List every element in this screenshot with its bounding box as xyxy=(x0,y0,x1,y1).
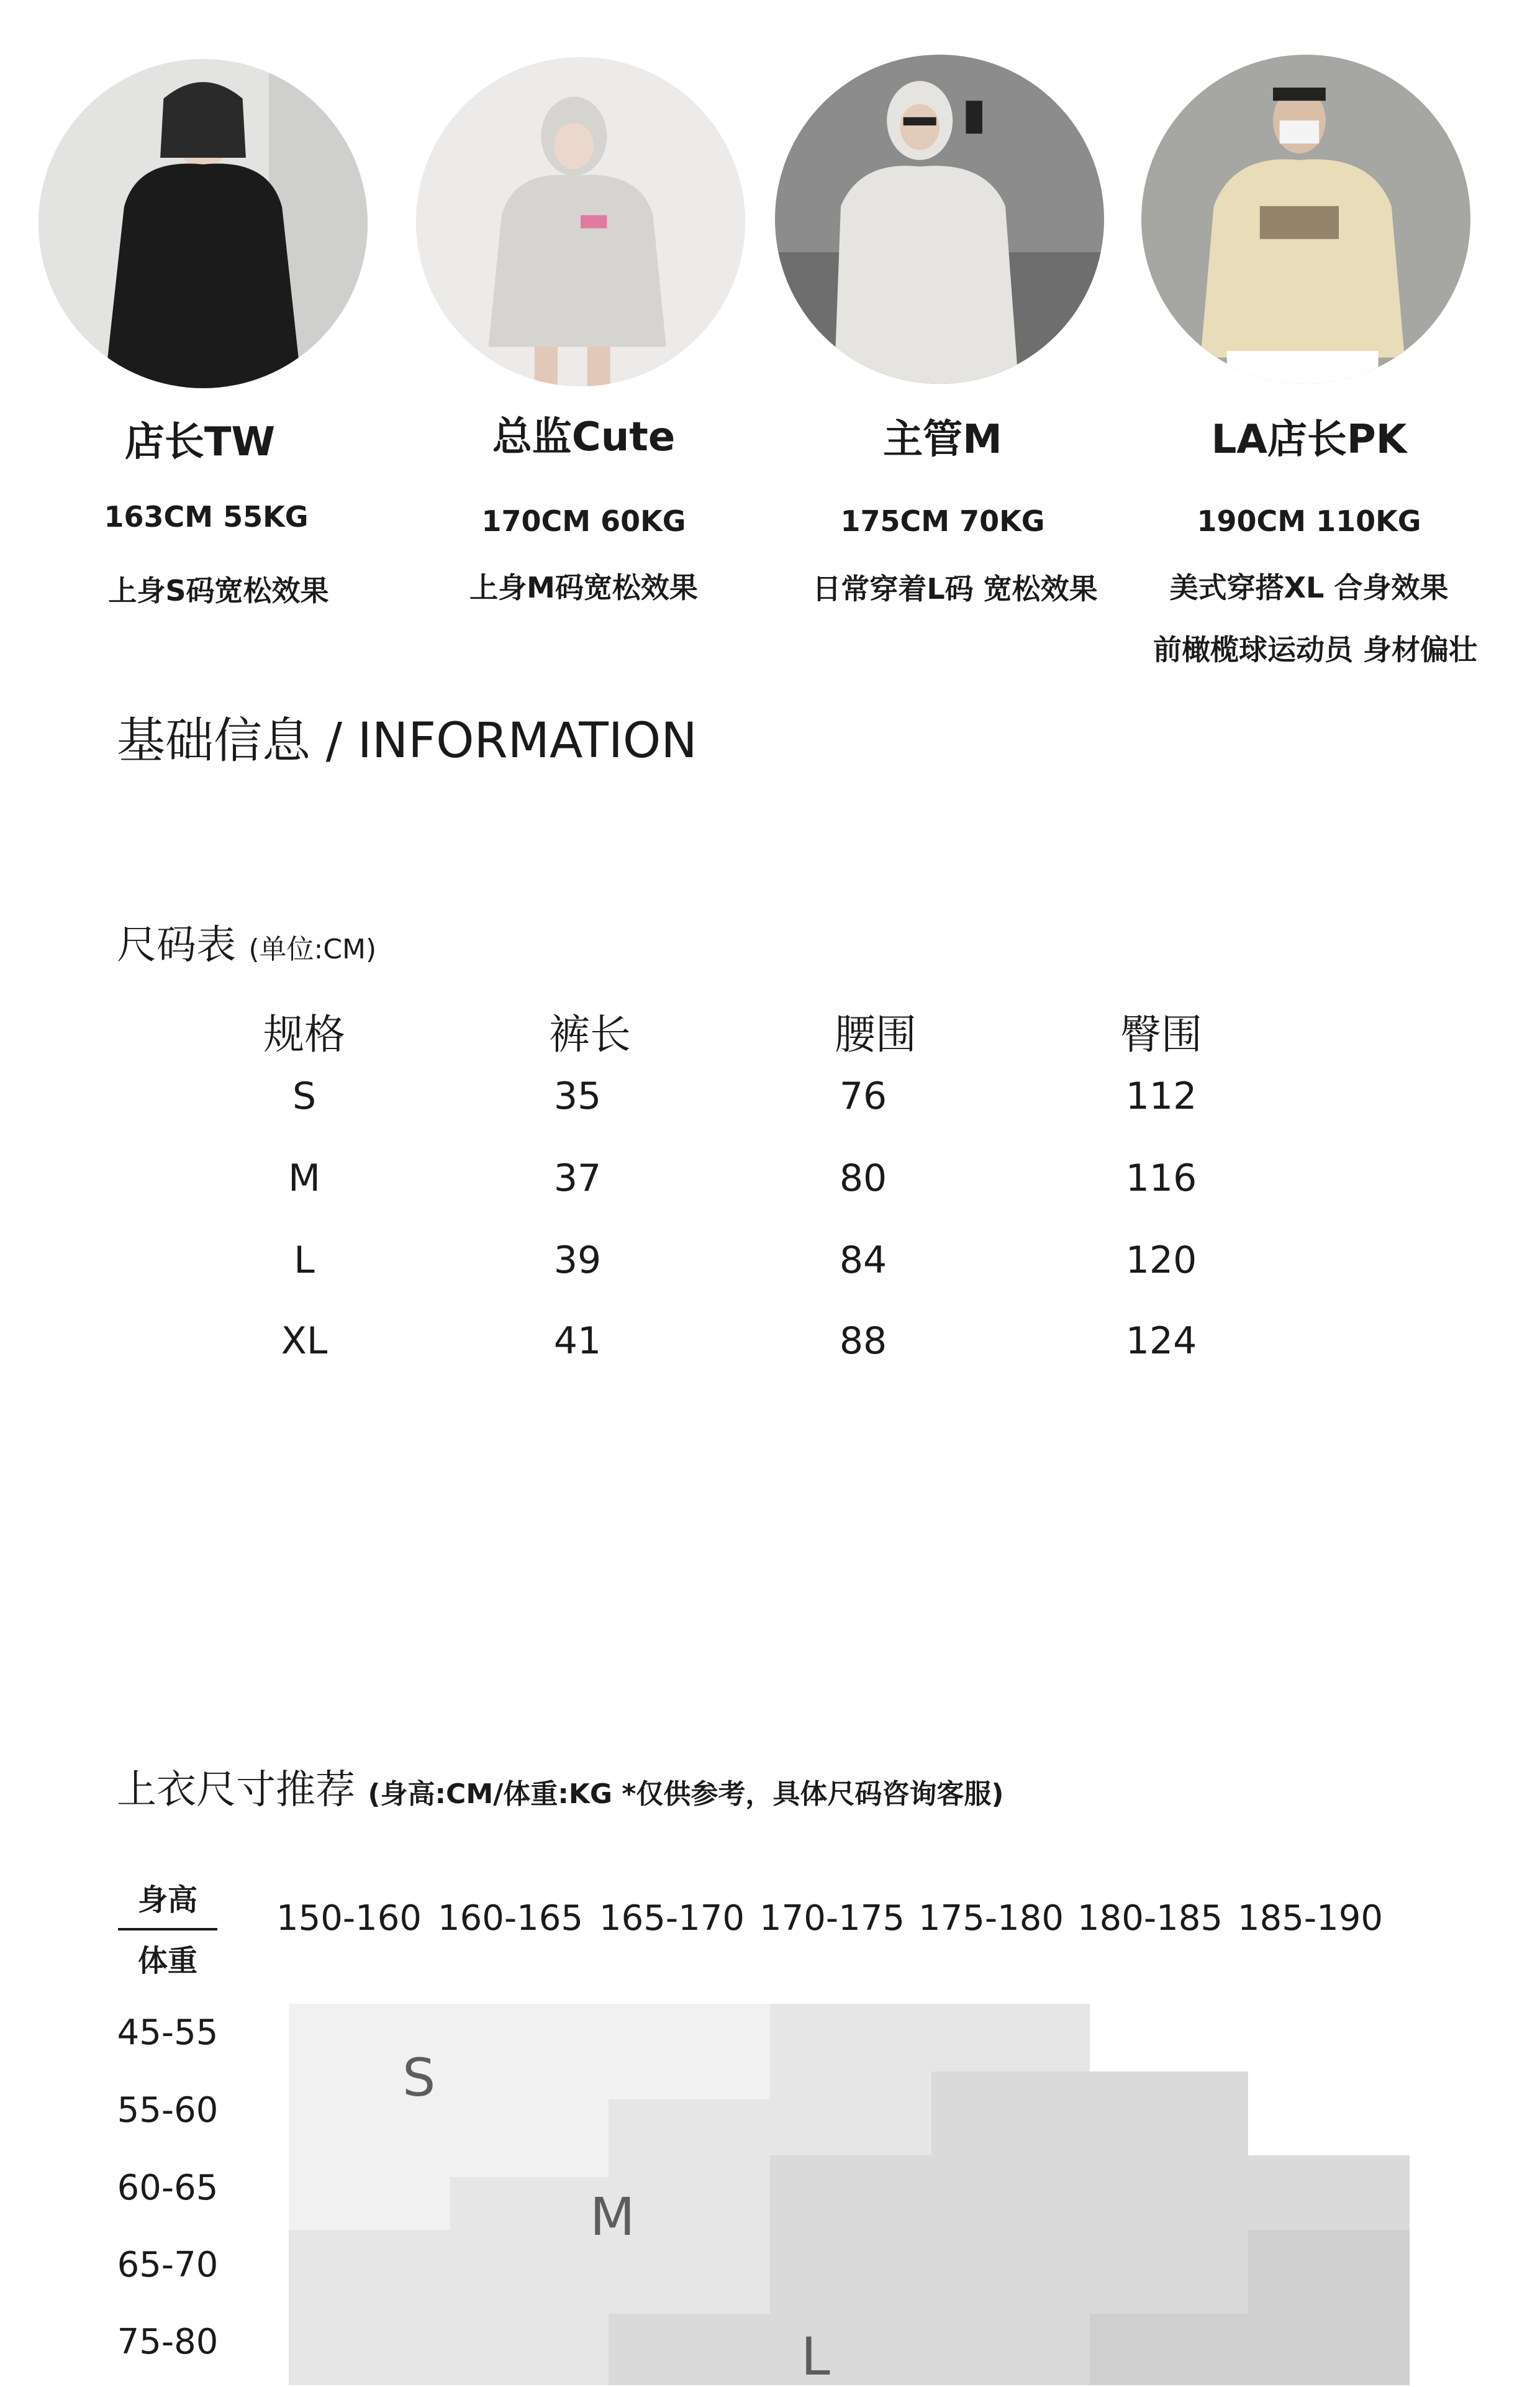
model-note: 上身S码宽松效果 xyxy=(108,574,329,607)
model-name: 总监Cute xyxy=(492,414,676,460)
weight-range: 75-80 xyxy=(117,2322,219,2362)
model-stats: 190CM 110KG xyxy=(1197,504,1421,538)
size-table-cell: 41 xyxy=(553,1319,602,1363)
size-table-cell: 124 xyxy=(1125,1319,1197,1363)
height-range: 175-180 xyxy=(918,1898,1064,1939)
size-table-cell: 120 xyxy=(1125,1239,1197,1282)
size-table-cell: 35 xyxy=(553,1075,602,1118)
size-table-cell: 116 xyxy=(1125,1157,1197,1200)
size-table-unit: (单位:CM) xyxy=(248,934,377,965)
size-table-cell: 88 xyxy=(839,1319,887,1363)
recommend-note: (身高:CM/体重:KG *仅供参考，具体尺码咨询客服) xyxy=(368,1778,1004,1810)
model-note: 日常穿着L码 宽松效果 xyxy=(812,572,1098,606)
size-table-cell: 76 xyxy=(839,1075,887,1118)
model-stats: 163CM 55KG xyxy=(104,500,309,534)
size-table-cell: XL xyxy=(281,1319,328,1363)
weight-range: 55-60 xyxy=(117,2090,219,2130)
model-stats: 170CM 60KG xyxy=(481,504,686,538)
size-table-header: 规格 xyxy=(263,1011,345,1058)
weight-range: 60-65 xyxy=(117,2168,219,2208)
size-table-cell: M xyxy=(288,1157,320,1200)
height-range: 150-160 xyxy=(276,1898,422,1939)
size-label-m: M xyxy=(590,2186,635,2247)
size-table-title-text: 尺码表 xyxy=(117,922,236,968)
size-table-header: 臀围 xyxy=(1120,1011,1202,1058)
height-range: 160-165 xyxy=(438,1898,583,1939)
model-note-secondary: 前橄榄球运动员 身材偏壮 xyxy=(1153,633,1477,666)
model-name: LA店长PK xyxy=(1211,417,1407,463)
size-table-cell: 39 xyxy=(553,1239,602,1282)
axis-label-height: 身高 xyxy=(137,1883,197,1917)
size-table-cell: S xyxy=(292,1075,317,1118)
size-table-cell: L xyxy=(294,1239,315,1282)
weight-range: 45-55 xyxy=(117,2012,219,2053)
height-range: 165-170 xyxy=(599,1898,745,1939)
info-heading: 基础信息 / INFORMATION xyxy=(117,713,697,769)
size-table-header: 腰围 xyxy=(835,1011,917,1058)
size-table-cell: 80 xyxy=(839,1157,887,1200)
size-label-s: S xyxy=(402,2047,436,2108)
recommend-title-text: 上衣尺寸推荐 xyxy=(117,1767,355,1813)
size-table-cell: 112 xyxy=(1125,1075,1197,1118)
height-range: 170-175 xyxy=(759,1898,905,1939)
size-label-l: L xyxy=(801,2326,830,2387)
model-note: 上身M码宽松效果 xyxy=(469,571,698,604)
height-range: 185-190 xyxy=(1238,1898,1383,1939)
size-table-cell: 84 xyxy=(839,1239,887,1282)
height-range: 180-185 xyxy=(1077,1898,1223,1939)
size-table-cell: 37 xyxy=(553,1157,602,1200)
axis-label-weight: 体重 xyxy=(137,1944,197,1978)
model-name: 店长TW xyxy=(124,419,276,465)
model-name: 主管M xyxy=(883,417,1002,463)
weight-range: 65-70 xyxy=(117,2245,219,2285)
model-note: 美式穿搭XL 合身效果 xyxy=(1169,571,1449,604)
model-stats: 175CM 70KG xyxy=(840,504,1045,538)
size-table-header: 裤长 xyxy=(549,1011,631,1058)
